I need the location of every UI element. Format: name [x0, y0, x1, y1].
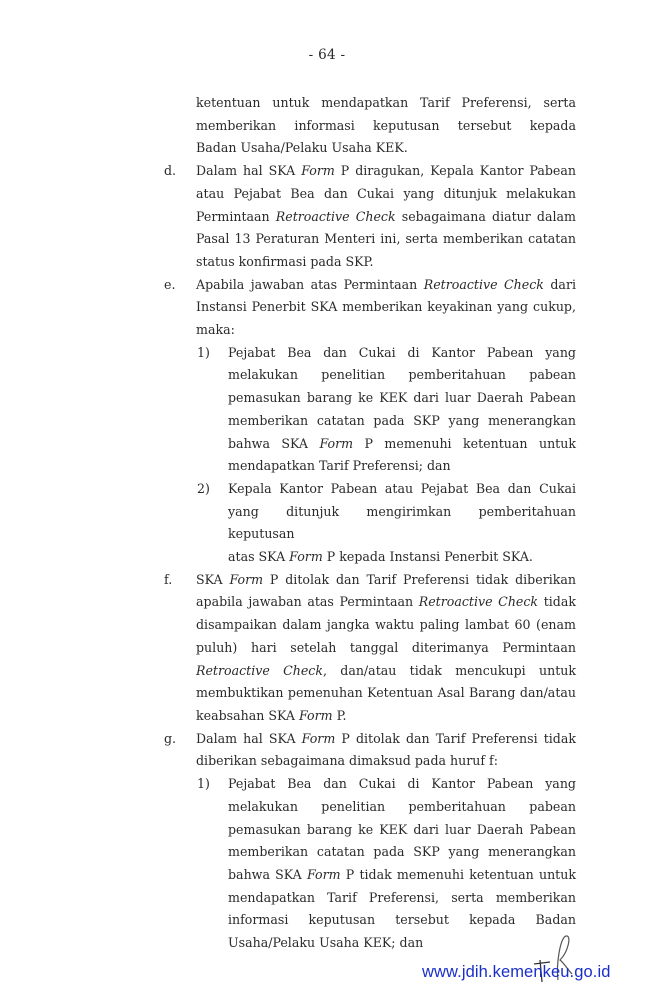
text-segment: P. [332, 707, 347, 723]
text-line [196, 569, 576, 592]
italic-term: Form [289, 549, 323, 565]
item-marker: e. [164, 276, 176, 292]
text-segment: Dalam hal SKA [196, 163, 302, 179]
text-segment: dari [543, 276, 576, 292]
page-number: - 64 - [308, 47, 346, 63]
text-segment: Pasal 13 Peraturan Menteri ini, serta memberikan catatan [196, 231, 576, 247]
text-segment: Pejabat Bea dan Cukai di Kantor Pabean yang [228, 776, 576, 792]
text-segment: Instansi Penerbit SKA memberikan keyakinan yang cukup, [196, 299, 576, 315]
text-segment: mendapatkan Tarif Preferensi; dan [228, 458, 451, 474]
item-e-sub-1 [197, 342, 576, 478]
text-line [228, 841, 576, 864]
text-segment: P ditolak dan Tarif Preferensi tidak diberikan [263, 571, 576, 587]
text-segment: puluh) hari setelah tanggal diterimanya Permintaan [196, 639, 576, 655]
text-line [196, 319, 576, 342]
item-marker: g. [164, 730, 177, 746]
item-d [164, 160, 576, 274]
text-line [228, 410, 576, 433]
text-line [196, 682, 576, 705]
italic-term: Retroactive Check [196, 662, 323, 678]
text-segment: Usaha/Pelaku Usaha KEK; dan [228, 935, 424, 951]
text-segment: atas SKA [228, 549, 290, 565]
text-line [196, 705, 576, 728]
text-segment: Kepala Kantor Pabean atau Pejabat Bea dan Cukai [228, 480, 576, 496]
italic-term: Form [301, 730, 336, 746]
text-line [196, 274, 576, 297]
item-f [164, 569, 576, 728]
text-line [196, 296, 576, 319]
italic-term: Retroactive Check [418, 594, 539, 610]
text-line [196, 750, 576, 773]
text-line [228, 501, 576, 546]
text-segment: informasi keputusan tersebut kepada Badan [228, 912, 576, 928]
text-segment: Dalam hal SKA [196, 730, 302, 746]
italic-term: Form [319, 435, 354, 451]
text-segment: Apabila jawaban atas Permintaan [196, 276, 424, 292]
text-segment: Badan Usaha/Pelaku Usaha KEK. [196, 140, 408, 156]
italic-term: Form [306, 866, 341, 882]
text-line [228, 932, 576, 955]
text-segment: memberikan informasi keputusan tersebut kepada [196, 117, 576, 133]
text-segment: status konfirmasi pada SKP. [196, 253, 374, 269]
italic-term: Retroactive Check [275, 208, 396, 224]
text-line [196, 637, 576, 660]
text-segment: tidak [538, 594, 576, 610]
text-segment: diberikan sebagaimana dimaksud pada huruf f: [196, 753, 498, 769]
text-line [228, 433, 576, 456]
text-line [228, 773, 576, 796]
text-segment: P kepada Instansi Penerbit SKA. [322, 549, 533, 565]
document-body [0, 92, 654, 955]
text-segment: P tidak memenuhi ketentuan untuk [340, 866, 576, 882]
text-line [228, 796, 576, 819]
text-line [196, 614, 576, 637]
subitem-marker: 1) [197, 344, 210, 360]
text-line [228, 819, 576, 842]
text-line [228, 478, 576, 501]
footer-website-link[interactable]: www.jdih.kemenkeu.go.id [422, 963, 611, 981]
text-line [196, 251, 576, 274]
text-line [196, 206, 576, 229]
text-segment: ketentuan untuk mendapatkan Tarif Preferensi, serta [196, 95, 576, 110]
item-e-sub-2 [197, 478, 576, 569]
text-segment: membuktikan pemenuhan Ketentuan Asal Barang dan/atau [196, 685, 576, 701]
text-segment: Permintaan [196, 208, 276, 224]
text-line [196, 137, 576, 160]
text-line [228, 364, 576, 387]
text-segment: P diragukan, Kepala Kantor Pabean [334, 163, 576, 179]
text-segment: melakukan penelitian pemberitahuan pabean [228, 798, 576, 814]
subitem-marker: 1) [197, 776, 210, 792]
text-line [228, 864, 576, 887]
text-segment: memberikan catatan pada SKP yang menerangkan [228, 412, 576, 428]
text-line [228, 455, 576, 478]
text-line [228, 387, 576, 410]
text-segment: yang ditunjuk mengirimkan pemberitahuan keputusan [228, 503, 576, 542]
item-e [164, 274, 576, 342]
text-segment: bahwa SKA [228, 435, 320, 451]
text-line [196, 92, 576, 115]
text-line [228, 546, 576, 569]
text-segment: maka: [196, 322, 235, 338]
italic-term: Form [298, 707, 333, 723]
text-segment: disampaikan dalam jangka waktu paling lambat 60 (enam [196, 617, 576, 633]
text-segment: apabila jawaban atas Permintaan [196, 594, 419, 610]
text-segment: P memenuhi ketentuan untuk [353, 435, 576, 451]
text-line [196, 183, 576, 206]
italic-term: Form [301, 163, 335, 179]
text-segment: SKA [196, 571, 230, 587]
text-line [196, 660, 576, 683]
text-line [196, 115, 576, 138]
subitem-marker: 2) [197, 480, 210, 496]
item-marker: d. [164, 163, 177, 179]
text-line [196, 591, 576, 614]
item-marker: f. [164, 571, 173, 587]
text-line [196, 728, 576, 751]
item-g-sub-1 [197, 773, 576, 955]
item-g [164, 728, 576, 773]
text-line [228, 909, 576, 932]
text-line [196, 160, 576, 183]
text-segment: pemasukan barang ke KEK dari luar Daerah Pabean [228, 390, 576, 406]
text-segment: pemasukan barang ke KEK dari luar Daerah Pabean [228, 821, 576, 837]
text-segment: P ditolak dan Tarif Preferensi tidak [335, 730, 576, 746]
text-segment: memberikan catatan pada SKP yang menerangkan [228, 844, 576, 860]
text-segment: bahwa SKA [228, 866, 307, 882]
text-line [228, 887, 576, 910]
text-line [228, 342, 576, 365]
text-segment: sebagaimana diatur dalam [395, 208, 576, 224]
text-segment: atau Pejabat Bea dan Cukai yang ditunjuk melakukan [196, 185, 576, 201]
text-segment: Pejabat Bea dan Cukai di Kantor Pabean yang [228, 344, 576, 360]
continuation-paragraph [196, 92, 576, 160]
italic-term: Form [229, 571, 264, 587]
text-line [196, 228, 576, 251]
italic-term: Retroactive Check [423, 276, 544, 292]
text-segment: keabsahan SKA [196, 707, 299, 723]
text-segment: melakukan penelitian pemberitahuan pabean [228, 367, 576, 383]
text-segment: mendapatkan Tarif Preferensi, serta memberikan [228, 889, 576, 905]
text-segment: , dan/atau tidak mencukupi untuk [322, 662, 576, 678]
